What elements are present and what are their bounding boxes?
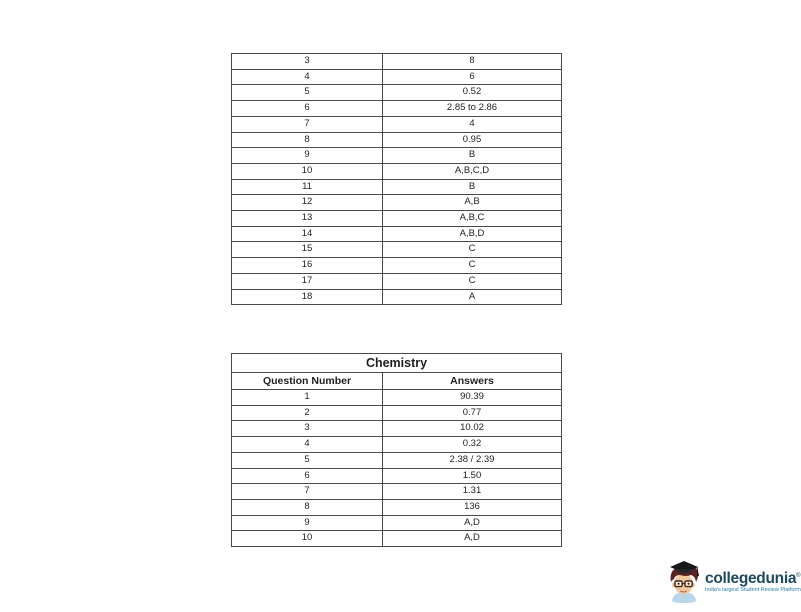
question-number-cell: 9 (232, 515, 383, 531)
question-number-cell: 9 (232, 148, 383, 164)
table-row (232, 226, 562, 242)
question-number-cell: 13 (232, 211, 383, 227)
question-number-cell: 11 (232, 179, 383, 195)
table-row (232, 69, 562, 85)
question-number-cell: 5 (232, 452, 383, 468)
answer-cell: A,B,C,D (383, 163, 562, 179)
question-number-cell: 7 (232, 484, 383, 500)
table-row (232, 211, 562, 227)
answer-cell: 6 (383, 69, 562, 85)
chemistry-title-row (232, 354, 562, 373)
answer-cell: C (383, 273, 562, 289)
table-row (232, 468, 562, 484)
chemistry-table-body (232, 390, 562, 547)
question-number-cell: 1 (232, 390, 383, 406)
question-number-cell: 14 (232, 226, 383, 242)
answer-cell: 0.77 (383, 405, 562, 421)
collegedunia-logo (666, 560, 801, 604)
table-row (232, 273, 562, 289)
answer-cell: 0.52 (383, 85, 562, 101)
logo-text-block (705, 571, 801, 594)
question-number-cell: 16 (232, 258, 383, 274)
answer-cell: A,B,C (383, 211, 562, 227)
table-row (232, 54, 562, 70)
answer-cell: 0.95 (383, 132, 562, 148)
answer-cell: 136 (383, 499, 562, 515)
table-row (232, 289, 562, 305)
table-row (232, 163, 562, 179)
answer-cell: B (383, 179, 562, 195)
answer-cell: 1.31 (383, 484, 562, 500)
question-number-cell: 2 (232, 405, 383, 421)
table-row (232, 195, 562, 211)
table-row (232, 179, 562, 195)
question-number-cell: 6 (232, 101, 383, 117)
table-row (232, 405, 562, 421)
question-number-cell: 4 (232, 437, 383, 453)
answer-cell: 4 (383, 116, 562, 132)
answer-table-top-body (232, 54, 562, 305)
table-row (232, 258, 562, 274)
chemistry-table-title: Chemistry (232, 354, 562, 373)
table-row (232, 499, 562, 515)
question-number-cell: 5 (232, 85, 383, 101)
answer-cell: C (383, 258, 562, 274)
answer-cell: 2.38 / 2.39 (383, 452, 562, 468)
table-row (232, 515, 562, 531)
question-number-cell: 10 (232, 531, 383, 547)
answer-cell: 10.02 (383, 421, 562, 437)
answer-cell: 2.85 to 2.86 (383, 101, 562, 117)
table-row (232, 132, 562, 148)
table-row (232, 85, 562, 101)
question-number-cell: 7 (232, 116, 383, 132)
question-number-cell: 4 (232, 69, 383, 85)
answer-table-top (231, 53, 562, 305)
answer-cell: 1.50 (383, 468, 562, 484)
question-number-cell: 8 (232, 132, 383, 148)
question-number-header: Question Number (232, 373, 383, 390)
registered-mark: ® (796, 572, 801, 579)
answer-cell: 0.32 (383, 437, 562, 453)
table-row (232, 437, 562, 453)
answer-cell: A,D (383, 531, 562, 547)
brand-name-text: collegedunia (705, 569, 797, 587)
question-number-cell: 15 (232, 242, 383, 258)
question-number-cell: 18 (232, 289, 383, 305)
answer-cell: C (383, 242, 562, 258)
table-row (232, 390, 562, 406)
question-number-cell: 3 (232, 54, 383, 70)
answer-cell: A,D (383, 515, 562, 531)
answer-cell: A (383, 289, 562, 305)
chemistry-table (231, 353, 562, 547)
table-row (232, 531, 562, 547)
table-row (232, 101, 562, 117)
brand-name (705, 571, 801, 587)
answer-cell: 8 (383, 54, 562, 70)
chemistry-header-row (232, 373, 562, 390)
logo-tagline: India's largest Student Review Platform (705, 587, 801, 593)
question-number-cell: 6 (232, 468, 383, 484)
question-number-cell: 17 (232, 273, 383, 289)
question-number-cell: 10 (232, 163, 383, 179)
question-number-cell: 3 (232, 421, 383, 437)
table-row (232, 242, 562, 258)
table-row (232, 452, 562, 468)
question-number-cell: 12 (232, 195, 383, 211)
table-row (232, 148, 562, 164)
table-row (232, 116, 562, 132)
table-row (232, 421, 562, 437)
chemistry-table-head (232, 354, 562, 390)
question-number-cell: 8 (232, 499, 383, 515)
answer-cell: B (383, 148, 562, 164)
answers-header: Answers (383, 373, 562, 390)
answer-cell: A,B,D (383, 226, 562, 242)
answer-cell: A,B (383, 195, 562, 211)
table-row (232, 484, 562, 500)
collegedunia-mascot-icon (666, 560, 702, 604)
answer-cell: 90.39 (383, 390, 562, 406)
